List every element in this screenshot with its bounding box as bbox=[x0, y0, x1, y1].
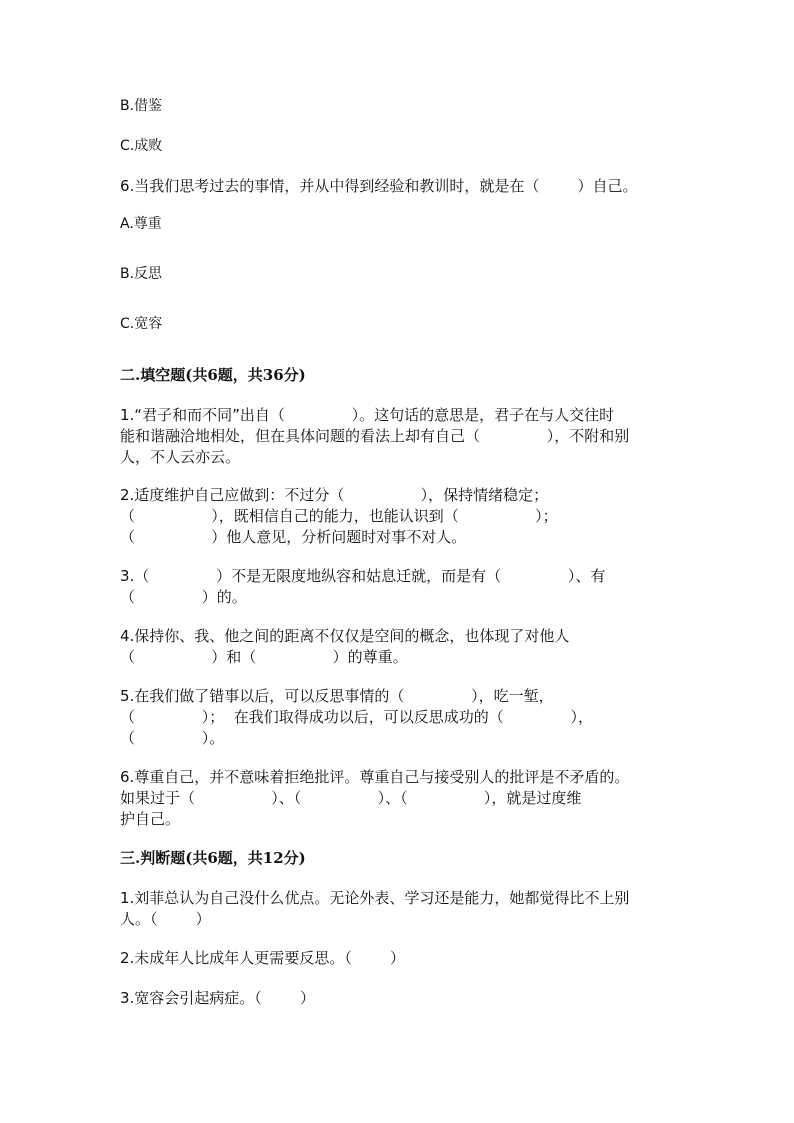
fill-q3-line1: 3.（ ）不是无限度地纵容和姑息迁就，而是有（ ）、有 bbox=[120, 567, 606, 585]
fill-q3-line2: （ ）的。 bbox=[120, 588, 247, 606]
question-6-text: 6.当我们思考过去的事情，并从中得到经验和教训时，就是在（ ）自己。 bbox=[120, 177, 638, 195]
fill-q5-line1: 5.在我们做了错事以后，可以反思事情的（ ），吃一堑， bbox=[120, 687, 554, 705]
fill-q2-line3: （ ）他人意见，分析问题时对事不对人。 bbox=[120, 528, 467, 546]
fill-q1-line1: 1.“君子和而不同”出自（ ）。这句话的意思是，君子在与人交往时 bbox=[120, 406, 615, 424]
option-c-kuanrong: C.宽容 bbox=[120, 316, 163, 332]
section-heading-true-false: 三.判断题(共6题，共12分) bbox=[120, 849, 306, 867]
tf-q1-line1: 1.刘菲总认为自己没什么优点。无论外表、学习还是能力，她都觉得比不上别 bbox=[120, 889, 630, 907]
tf-q2-text: 2.未成年人比成年人更需要反思。（ ） bbox=[120, 949, 405, 967]
fill-q4-line1: 4.保持你、我、他之间的距离不仅仅是空间的概念，也体现了对他人 bbox=[120, 627, 570, 645]
fill-q6-line3: 护自己。 bbox=[120, 810, 181, 828]
fill-q5-line3: （ ）。 bbox=[120, 729, 225, 747]
option-b-jiejian: B.借鉴 bbox=[120, 98, 163, 114]
section-heading-fill-in: 二.填空题(共6题，共36分) bbox=[120, 366, 306, 384]
fill-q2-line2: （ ），既相信自己的能力，也能认识到（ ）； bbox=[120, 507, 558, 525]
option-c-chengbai: C.成败 bbox=[120, 138, 163, 154]
fill-q2-line1: 2.适度维护自己应做到：不过分（ ），保持情绪稳定； bbox=[120, 486, 549, 504]
fill-q4-line2: （ ）和（ ）的尊重。 bbox=[120, 648, 408, 666]
option-b-fansi: B.反思 bbox=[120, 266, 163, 282]
fill-q6-line1: 6.尊重自己，并不意味着拒绝批评。尊重自己与接受别人的批评是不矛盾的。 bbox=[120, 768, 630, 786]
fill-q5-line2: （ ）； 在我们取得成功以后，可以反思成功的（ ）， bbox=[120, 708, 594, 726]
tf-q1-line2: 人。（ ） bbox=[120, 910, 211, 928]
fill-q6-line2: 如果过于（ ）、（ ）、（ ），就是过度维 bbox=[120, 789, 582, 807]
tf-q3-text: 3.宽容会引起病症。（ ） bbox=[120, 989, 315, 1007]
fill-q1-line3: 人，不人云亦云。 bbox=[120, 448, 241, 466]
option-a-zunzhong: A.尊重 bbox=[120, 216, 162, 232]
fill-q1-line2: 能和谐融洽地相处，但在具体问题的看法上却有自己（ ），不附和别 bbox=[120, 427, 630, 445]
